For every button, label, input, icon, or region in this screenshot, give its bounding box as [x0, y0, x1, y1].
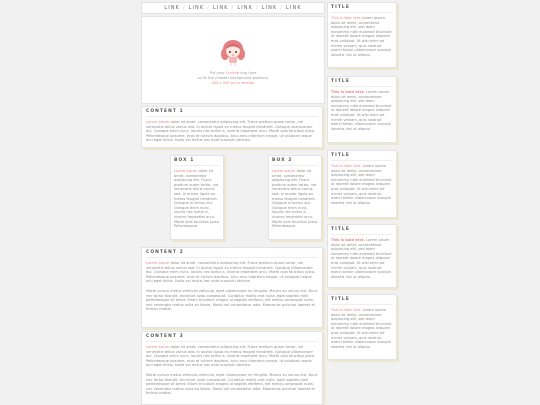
sidebar-box-3: [327, 150, 397, 218]
header-line-3: 400 x 200 px or smaller: [211, 81, 255, 85]
nav-separator: /: [280, 5, 284, 11]
header-line-1: Put your Cursive img here: [209, 71, 257, 75]
content-3-text: Lorem ipsum dolor sit amet, consectetur adipiscing elit. Fusce pretium quam tortor, vel venenatis tellus varius sed. In auctor ligula eu metus feugiat hendrerit. Quisque Ullamcorper dui. Quisque enim nunc, iaculis nec tortor a, viverra imperdiet arcu. Morbi quis faucibus justo. Pellentesque posuere, eros et rutrum dapibus, arcu arcu interdum neque, ut volutpat neque orci eget tellus. Nulla vel lectus nec ante suscipit ultricies.: [146, 345, 316, 368]
header-line-2: or fix the (header background-position): [197, 76, 269, 80]
content-2-title: CONTENT 2: [146, 250, 318, 258]
box-2-text: Lorem ipsum dolor sit amet, consectetur adipiscing elit. Fusce pretium quam tortor, vel venenatis tellus varius sed. In auctor ligula eu metus feugiat hendrerit. Quisque in lectus dui. Quisque enim nunc, iaculis nec tortor a, viverra imperdiet arcu. Morbi quis faucibus justo. Pellentesque.: [272, 169, 318, 229]
nav-separator: /: [182, 5, 186, 11]
sidebar-box-3-title: TITLE: [331, 153, 393, 161]
sidebar-box-2: [327, 76, 397, 143]
content-3-text-2: Morbi cursus metus vehicula vehicula, eget ullamcorper ex fringilla. Mauris eu varius nisl. Nunc nec tortor blandit, tincidunt justo consequat. Curabitur mollis erat nulla, eget sagittis nibh pellentesque sit amet. Etiam tincidunt magna id sagittis eleifend, elit metus consequat nulla, nec venenatis metus nulla eu libero. Morbi vel consectetur odio. Maecenas pulvinar laoreet et finibus mattis.: [146, 372, 318, 396]
top-nav: [141, 2, 325, 14]
sidebar-box-5-text: This is italic text. Lorem ipsum dolor sit amet, consectetuer adipiscing elit, sed diam nonummy nibh euismod tincidunt ut laoreet dolore magna aliquam erat volutpat. Ut wisi enim ad minim veniam, quis nostrud exerci tation ullamcorper suscipit lobortis nisl ut aliquip.: [331, 308, 392, 349]
content-1-title: CONTENT 1: [146, 109, 318, 117]
nav-link-1[interactable]: LINK: [164, 5, 180, 11]
nav-separator: /: [207, 5, 211, 11]
content-2-text-2: Morbi cursus metus vehicula vehicula, eget ullamcorper ex fringilla. Mauris eu varius nisl. Nunc nec tortor blandit, tincidunt justo consequat. Curabitur mollis erat nulla, eget sagittis nibh pellentesque sit amet. Etiam tincidunt magna id sagittis eleifend, elit metus consequat nulla, nec venenatis metus nulla eu libero. Morbi vel consectetur odio. Maecenas pulvinar laoreet et finibus mattis.: [146, 288, 318, 312]
sidebar-box-1: [327, 2, 397, 68]
header-caption: [142, 71, 324, 86]
nav-link-6[interactable]: LINK: [286, 5, 302, 11]
nav-separator: /: [231, 5, 235, 11]
box-1-text: Lorem ipsum dolor sit amet, consectetur adipiscing elit. Fusce pretium quam tortor, vel venenatis tellus varius sed. In auctor ligula eu metus feugiat hendrerit. Quisque in lectus dui. Quisque enim nunc, iaculis nec tortor a, viverra imperdiet arcu. Morbi quis faucibus justo. Pellentesque.: [174, 169, 220, 229]
content-2-post: [141, 247, 323, 328]
header-cursive-link[interactable]: Cursive: [225, 71, 240, 75]
sidebar-box-5: [327, 294, 397, 360]
content-3-title: CONTENT 3: [146, 334, 318, 342]
content-2-text: Lorem ipsum dolor sit amet, consectetur adipiscing elit. Fusce pretium quam tortor, vel venenatis tellus varius sed. In auctor ligula eu metus feugiat hendrerit. Quisque Ullamcorper dui. Quisque enim nunc, iaculis nec tortor a, viverra imperdiet arcu. Morbi quis faucibus justo. Pellentesque posuere, eros et rutrum dapibus, arcu arcu interdum neque, ut volutpat neque orci eget tellus. Nulla vel lectus nec ante suscipit ultricies.: [146, 261, 316, 284]
sidebar-box-5-title: TITLE: [331, 297, 393, 305]
nav-link-4[interactable]: LINK: [237, 5, 253, 11]
nav-link-3[interactable]: LINK: [213, 5, 229, 11]
sidebar-box-3-text: This is italic text. Lorem ipsum dolor sit amet, consectetuer adipiscing elit, sed diam nonummy nibh euismod tincidunt ut laoreet dolore magna aliquam erat volutpat. Ut wisi enim ad minim veniam, quis nostrud exerci tation ullamcorper suscipit lobortis nisl ut aliquip.: [331, 164, 392, 205]
sidebar-box-1-text: This is italic text Lorem ipsum dolor sit amet, consectetur adipiscing elit, sed diam nonummy nibh euismod tincidunt ut laoreet dolore magna aliquam erat volutpat. Ut wisi enim ad minim veniam, quis nostrud exerci tation ullamcorper suscipit lobortis nisl ut aliquip.: [331, 16, 392, 57]
box-2: [268, 155, 322, 240]
sidebar-box-4: [327, 224, 397, 288]
nav-link-2[interactable]: LINK: [188, 5, 205, 11]
content-1-text: Lorem ipsum dolor sit amet, consectetur adipiscing elit. Fusce pretium quam tortor, vel venenatis tellus varius sed. In auctor ligula eu metus feugiat hendrerit. Quisque ullamcorper dui. Quisque enim nunc, iaculis nec tortor a, viverra imperdiet arcu. Morbi quis faucibus justo. Pellentesque posuere, eros et rutrum dapibus, arcu arcu interdum neque, ut volutpat neque orci eget tellus. Nulla vel lectus nec ante suscipit ultricies.: [146, 120, 316, 143]
box-2-title: BOX 2: [272, 158, 318, 166]
box-1-title: BOX 1: [174, 158, 220, 166]
content-1-post: [141, 106, 323, 148]
nav-link-5[interactable]: LINK: [261, 5, 278, 11]
sidebar-box-4-text: This is bold text. Lorem ipsum dolor sit amet, consectetuer adipiscing elit, sed diam nonummy nibh euismod tincidunt ut laoreet dolore magna aliquam erat volutpat. Ut wisi enim ad minim veniam, quis nostrud exerci tation ullamcorper suscipit lobortis nisl ut aliquip.: [331, 238, 392, 279]
sidebar-box-4-title: TITLE: [331, 227, 393, 235]
chibi-girl-avatar-icon: [219, 37, 247, 67]
nav-separator: /: [255, 5, 259, 11]
box-1: [170, 155, 224, 240]
sidebar-box-2-text: This is bold text. Lorem ipsum dolor sit amet, consectetuer adipiscing elit, sed diam nonummy nibh euismod tincidunt ut laoreet dolore magna aliquam erat volutpat. Ut wisi enim ad minim veniam, quis nostrud exerci tation ullamcorper suscipit lobortis nisl ut aliquip.: [331, 90, 392, 131]
header-banner: [141, 16, 325, 104]
sidebar-box-2-title: TITLE: [331, 79, 393, 87]
sidebar-box-1-title: TITLE: [331, 5, 393, 13]
content-3-post: [141, 331, 323, 405]
